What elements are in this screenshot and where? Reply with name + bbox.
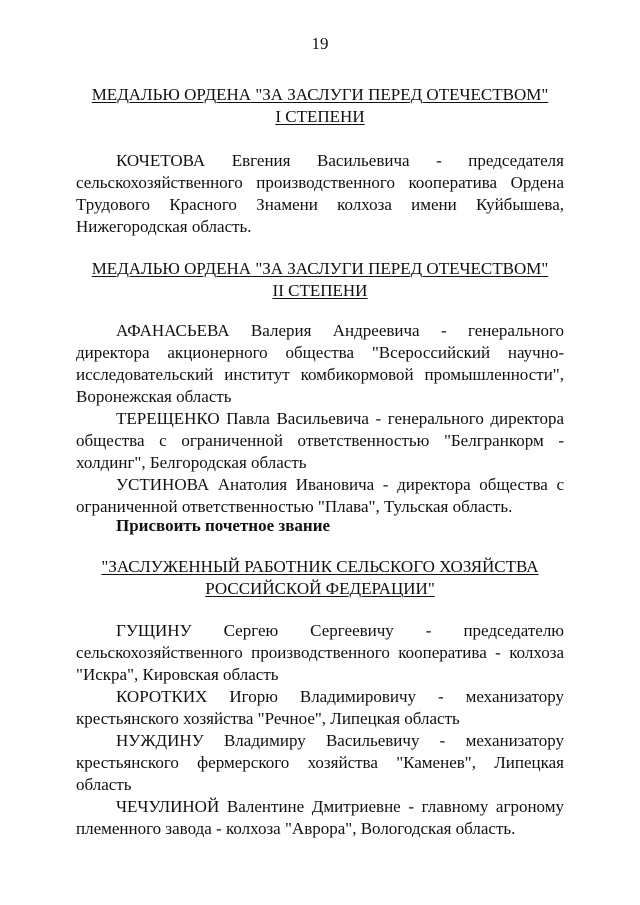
section3-heading-line1: "ЗАСЛУЖЕННЫЙ РАБОТНИК СЕЛЬСКОГО ХОЗЯЙСТВА — [101, 557, 539, 576]
award-entry: ГУЩИНУ Сергею Сергеевичу - председателю сельскохозяйственного производственного кооператива - колхоза "Искра", Кировская область — [76, 621, 564, 684]
award-entry: НУЖДИНУ Владимиру Васильевичу - механизатору крестьянского фермерского хозяйства "Каменев", Липецкая область — [76, 731, 564, 794]
award-entry: КОРОТКИХ Игорю Владимировичу - механизатору крестьянского хозяйства "Речное", Липецкая область — [76, 687, 564, 728]
section2-heading-line2: II СТЕПЕНИ — [272, 281, 368, 300]
section2-heading-line1: МЕДАЛЬЮ ОРДЕНА "ЗА ЗАСЛУГИ ПЕРЕД ОТЕЧЕСТВОМ" — [91, 259, 549, 278]
page-number: 19 — [311, 34, 329, 53]
award-entry: ЧЕЧУЛИНОЙ Валентине Дмитриевне - главному агроному племенного завода - колхоза "Аврора", Вологодская область. — [76, 797, 564, 838]
section2-entries — [76, 320, 564, 518]
award-entry: ТЕРЕЩЕНКО Павла Васильевича - генерального директора общества с ограниченной ответственностью "Белгранкорм - холдинг", Белгородская область — [76, 409, 564, 472]
award-entry: АФАНАСЬЕВА Валерия Андреевича - генерального директора акционерного общества "Всероссийский научно-исследовательский институт комбикормовой промышленности", Воронежская область — [76, 321, 564, 406]
honorary-title-label: Присвоить почетное звание — [116, 516, 331, 535]
section2-heading — [76, 258, 564, 302]
section1-heading — [76, 84, 564, 128]
section3-heading-line2: РОССИЙСКОЙ ФЕДЕРАЦИИ" — [205, 579, 435, 598]
section3-entries — [76, 620, 564, 840]
award-entry: УСТИНОВА Анатолия Ивановича - директора общества с ограниченной ответственностью "Плава", Тульская область. — [76, 475, 564, 516]
section1-heading-line1: МЕДАЛЬЮ ОРДЕНА "ЗА ЗАСЛУГИ ПЕРЕД ОТЕЧЕСТВОМ" — [91, 85, 549, 104]
award-entry: КОЧЕТОВА Евгения Васильевича - председателя сельскохозяйственного производственного кооператива Ордена Трудового Красного Знамени колхоза имени Куйбышева, Нижегородская область. — [76, 151, 564, 236]
section1-entries — [76, 150, 564, 238]
section1-heading-line2: I СТЕПЕНИ — [275, 107, 365, 126]
section3-heading — [76, 556, 564, 600]
